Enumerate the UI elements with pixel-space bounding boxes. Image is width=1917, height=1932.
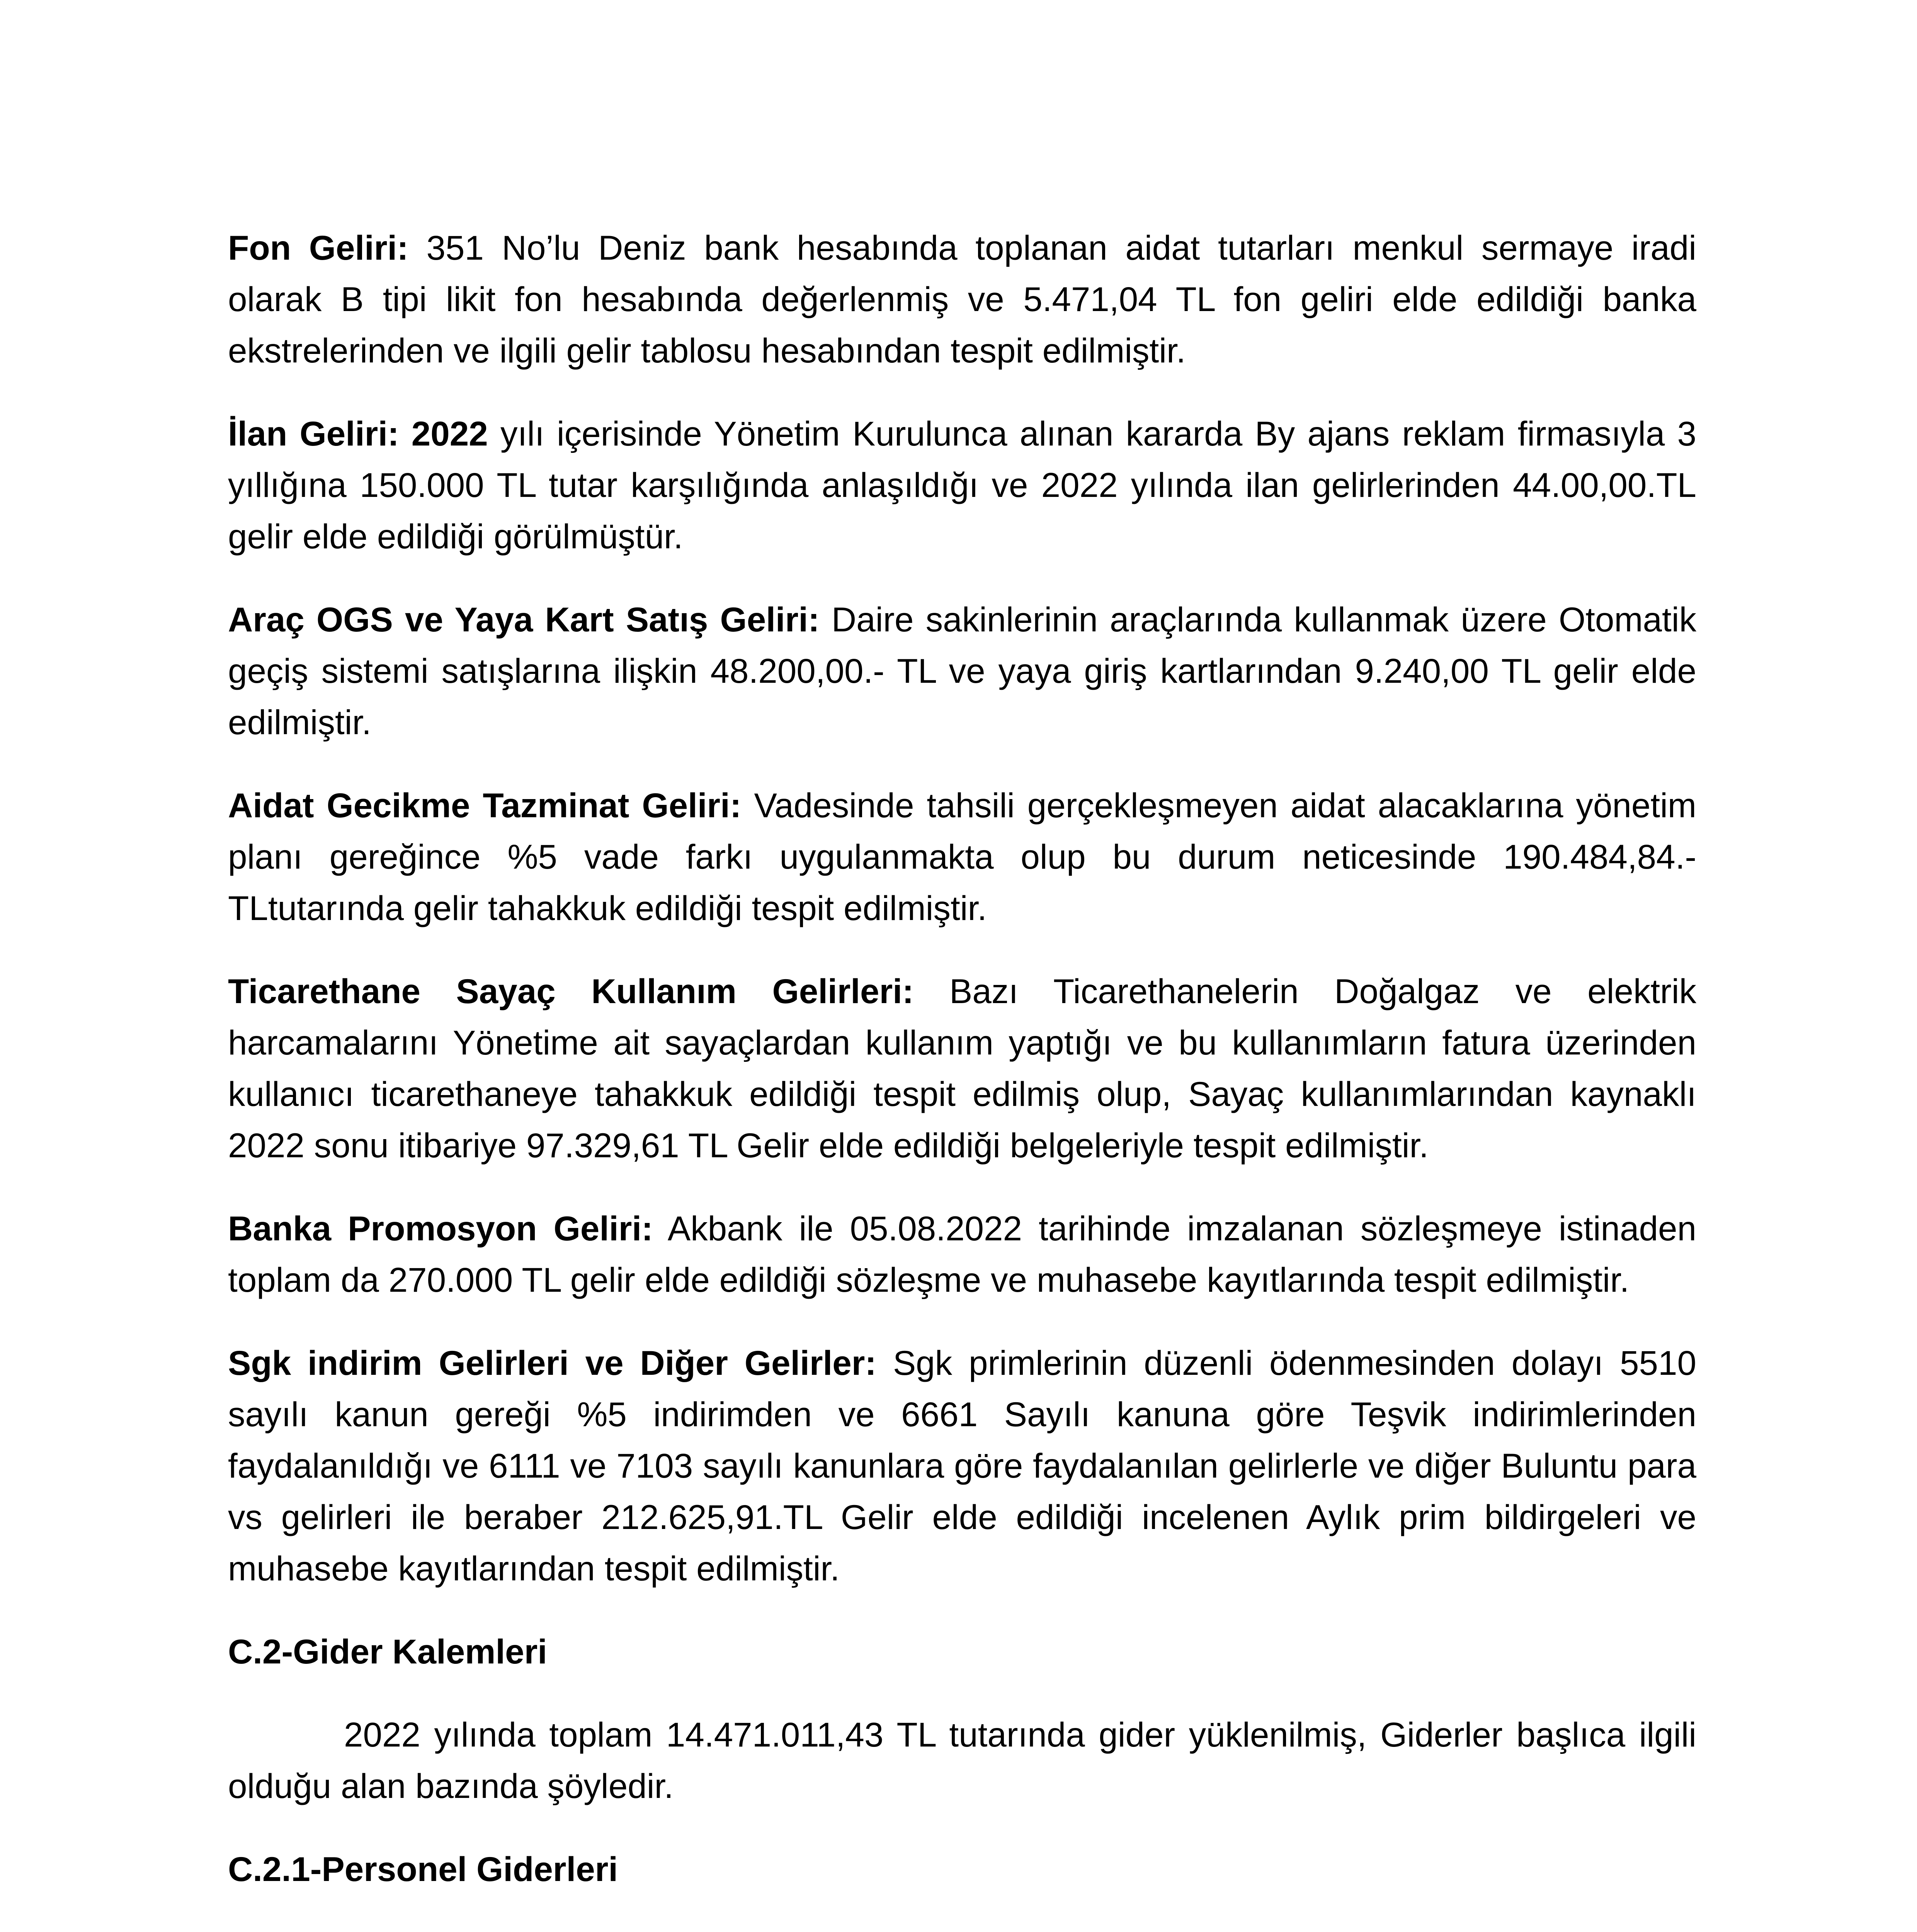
income-text: yılı içerisinde Yönetim Kurulunca alınan kararda By ajans reklam firmasıyla 3 yıllığına 150.000 TL tutar karşılığında anlaşıldığı ve 2022 yılında ilan gelirlerinden 44.00,00.TL gelir elde edildiği görülmüştür.	[228, 414, 1696, 556]
document-page	[228, 222, 1696, 1932]
income-label: Aidat Gecikme Tazminat Geliri:	[228, 786, 742, 825]
income-label: Araç OGS ve Yaya Kart Satış Geliri:	[228, 600, 820, 639]
income-text: Daire sakinlerinin araçlarında kullanmak üzere Otomatik geçiş sistemi satışlarına ilişkin 48.200,00.- TL ve yaya giriş kartlarından 9.240,00 TL gelir elde edilmiştir.	[228, 600, 1696, 742]
income-text: Akbank ile 05.08.2022 tarihinde imzalanan sözleşmeye istinaden toplam da 270.000 TL gelir elde edildiği sözleşme ve muhasebe kayıtlarında tespit edilmiştir.	[228, 1209, 1696, 1299]
income-sayac	[228, 966, 1696, 1171]
income-label: İlan Geliri: 2022	[228, 414, 488, 453]
income-label: Fon Geliri:	[228, 228, 408, 267]
income-label: Banka Promosyon Geliri:	[228, 1209, 653, 1248]
income-banka-promosyon	[228, 1203, 1696, 1306]
income-label: Ticarethane Sayaç Kullanım Gelirleri:	[228, 972, 914, 1010]
section-heading-gider-kalemleri: C.2-Gider Kalemleri	[228, 1632, 548, 1671]
income-label: Sgk indirim Gelirleri ve Diğer Gelirler:	[228, 1344, 877, 1382]
section-text-personel-giderleri	[228, 1927, 1696, 1932]
income-ilan	[228, 408, 1696, 562]
income-text: 351 No’lu Deniz bank hesabında toplanan aidat tutarları menkul sermaye iradi olarak B tipi likit fon hesabında değerlenmiş ve 5.471,04 TL fon geliri elde edildiği banka ekstrelerinden ve ilgili gelir tablosu hesabından tespit edilmiştir.	[228, 228, 1697, 370]
income-text: Sgk primlerinin düzenli ödenmesinden dolayı 5510 sayılı kanun gereği %5 indirimden ve 6661 Sayılı kanuna göre Teşvik indirimlerinden faydalanıldığı ve 6111 ve 7103 sayılı kanunlara göre faydalanılan gelirlerle ve diğer Buluntu para vs gelirleri ile beraber 212.625,91.TL Gelir elde edildiği incelenen Aylık prim bildirgeleri ve muhasebe kayıtlarından tespit edilmiştir.	[228, 1344, 1696, 1588]
income-ogs	[228, 594, 1696, 748]
income-aidat-gecikme	[228, 780, 1696, 934]
income-text: Vadesinde tahsili gerçekleşmeyen aidat alacaklarına yönetim planı gereğince %5 vade farkı uygulanmakta olup bu durum neticesinde 190.484,84.-TLtutarında gelir tahakkuk edildiği tespit edilmiştir.	[228, 786, 1697, 927]
income-fon	[228, 222, 1696, 376]
section-heading-personel-giderleri: C.2.1-Personel Giderleri	[228, 1850, 618, 1888]
section-text-gider-kalemleri: 2022 yılında toplam 14.471.011,43 TL tutarında gider yüklenilmiş, Giderler başlıca ilgili olduğu alan bazında şöyledir.	[228, 1715, 1696, 1805]
income-sgk	[228, 1337, 1696, 1594]
income-text: Bazı Ticarethanelerin Doğalgaz ve elektrik harcamalarını Yönetime ait sayaçlardan kullanım yaptığı ve bu kullanımların fatura üzerinden kullanıcı ticarethaneye tahakkuk edildiği tespit edilmiş olup, Sayaç kullanımlarından kaynaklı 2022 sonu itibariye 97.329,61 TL Gelir elde edildiği belgeleriyle tespit edilmiştir.	[228, 972, 1696, 1165]
